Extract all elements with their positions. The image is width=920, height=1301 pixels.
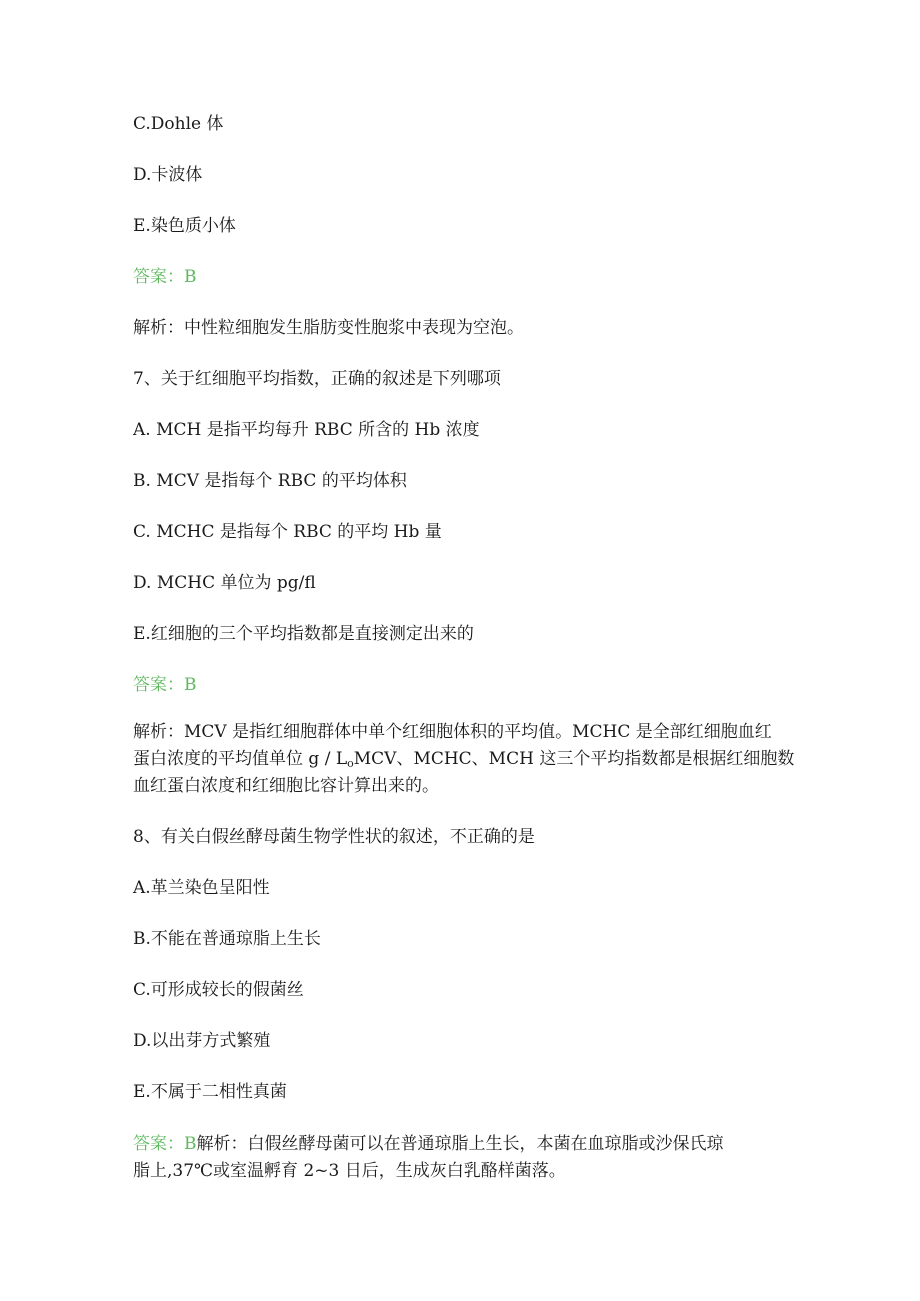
q7-answer: 答案：B xyxy=(133,675,197,695)
q7-stem: 7、关于红细胞平均指数，正确的叙述是下列哪项 xyxy=(133,369,501,389)
q6-option-d: D.卡波体 xyxy=(133,165,203,185)
q8-option-c: C.可形成较长的假菌丝 xyxy=(133,980,304,1000)
q8-analysis-text-1: 解析：白假丝酵母菌可以在普通琼脂上生长，本菌在血琼脂或沙保氏琼 xyxy=(196,1134,724,1154)
q8-analysis-line-1 xyxy=(133,1131,793,1158)
q8-stem: 8、有关白假丝酵母菌生物学性状的叙述，不正确的是 xyxy=(133,827,535,847)
q7-analysis-line-3: 血红蛋白浓度和红细胞比容计算出来的。 xyxy=(133,776,439,796)
q8-analysis-line-2: 脂上,37℃或室温孵育 2~3 日后，生成灰白乳酪样菌落。 xyxy=(133,1161,566,1181)
q8-option-e: E.不属于二相性真菌 xyxy=(133,1082,287,1102)
q8-answer-analysis xyxy=(133,1131,793,1185)
q7-analysis xyxy=(133,719,793,800)
q7-option-b: B. MCV 是指每个 RBC 的平均体积 xyxy=(133,471,407,491)
q7-option-a: A. MCH 是指平均每升 RBC 所含的 Hb 浓度 xyxy=(133,420,480,440)
q7-analysis-line-2-end: MCV、MCHC、MCH 这三个平均指数都是根据红细胞数 xyxy=(353,749,795,769)
q8-option-b: B.不能在普通琼脂上生长 xyxy=(133,929,321,949)
q8-option-d: D.以出芽方式繁殖 xyxy=(133,1031,271,1051)
q6-answer: 答案：B xyxy=(133,267,197,287)
q7-analysis-line-2 xyxy=(133,746,793,773)
q7-option-d: D. MCHC 单位为 pg/fl xyxy=(133,573,316,593)
q7-analysis-line-1: 解析：MCV 是指红细胞群体中单个红细胞体积的平均值。MCHC 是全部红细胞血红 xyxy=(133,722,772,742)
q8-option-a: A.革兰染色呈阳性 xyxy=(133,878,270,898)
q6-analysis: 解析：中性粒细胞发生脂肪变性胞浆中表现为空泡。 xyxy=(133,318,524,338)
q7-option-c: C. MCHC 是指每个 RBC 的平均 Hb 量 xyxy=(133,522,442,542)
q7-analysis-unit-subscript: o xyxy=(347,757,354,770)
q6-option-e: E.染色质小体 xyxy=(133,216,236,236)
q8-answer: 答案：B xyxy=(133,1134,197,1154)
q7-analysis-line-2-start: 蛋白浓度的平均值单位 g / L xyxy=(133,749,348,769)
q7-option-e: E.红细胞的三个平均指数都是直接测定出来的 xyxy=(133,624,474,644)
q6-option-c: C.Dohle 体 xyxy=(133,114,224,134)
